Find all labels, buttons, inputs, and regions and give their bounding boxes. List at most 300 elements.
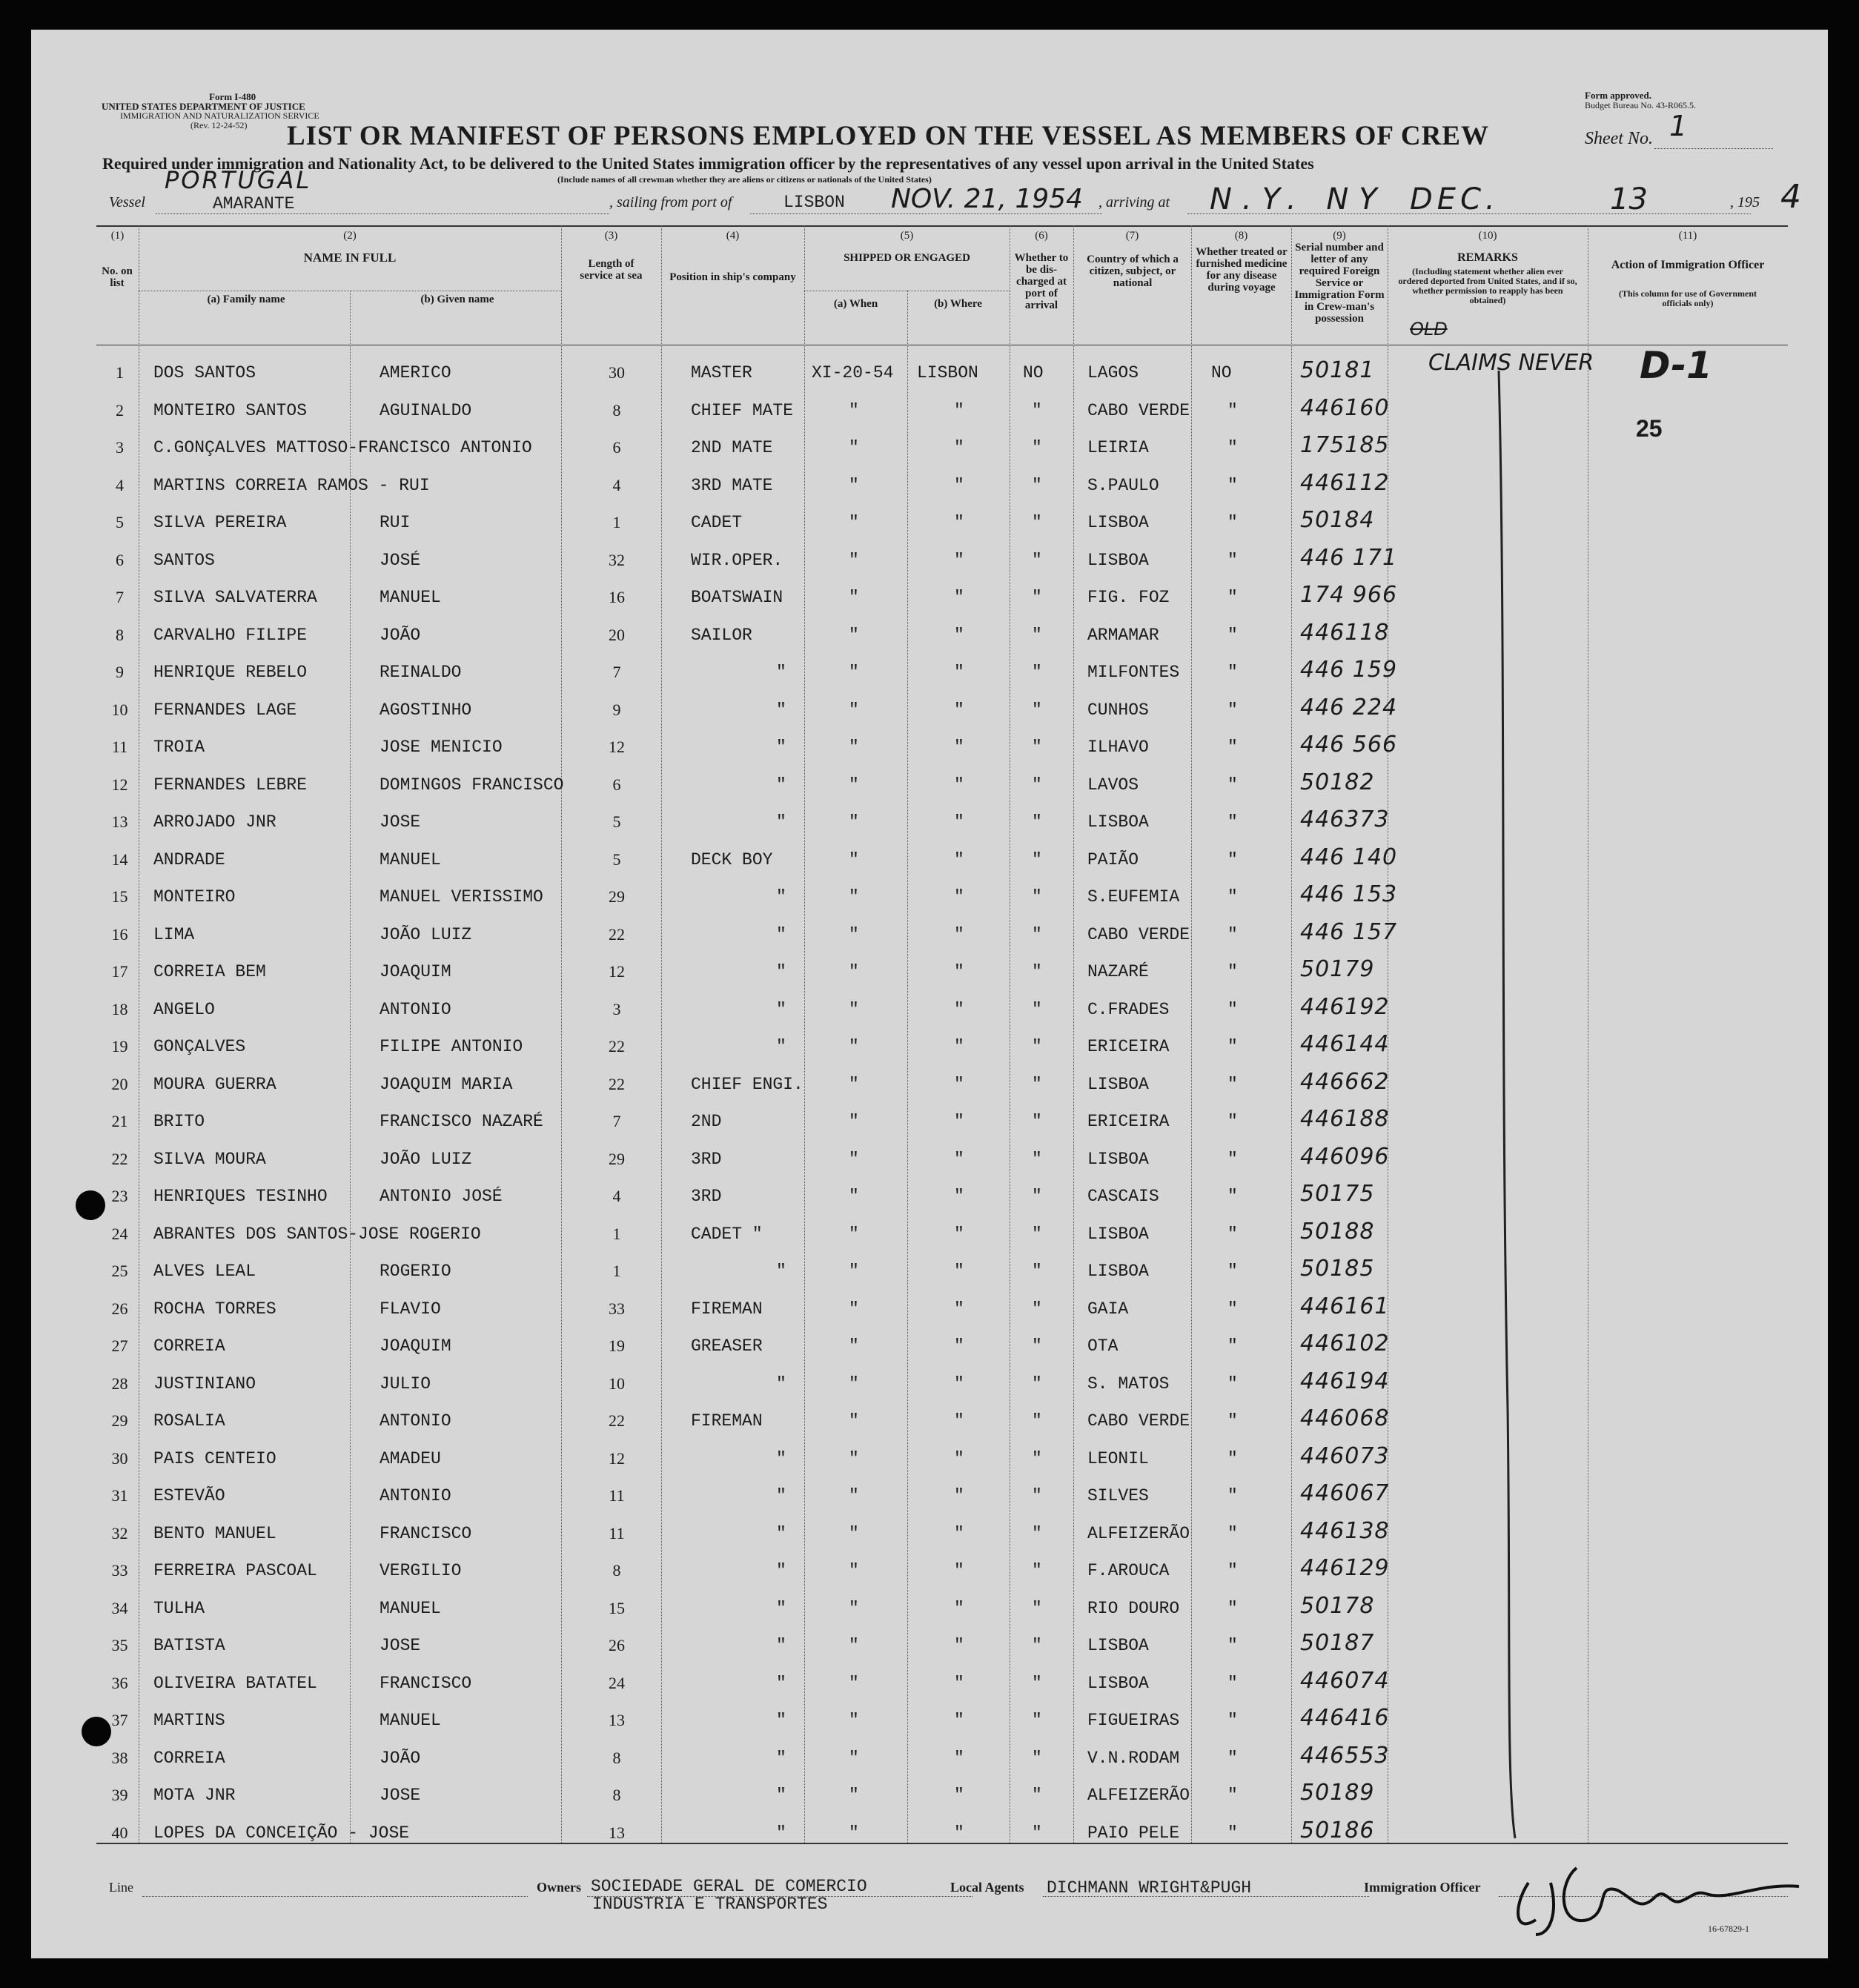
position: 2ND (691, 1112, 722, 1131)
country: NAZARÉ (1087, 962, 1149, 981)
shipped-when: " (849, 962, 859, 981)
footer-owners-underline (587, 1896, 972, 1897)
country: ALFEIZERÃO (1087, 1523, 1190, 1543)
length-of-service: 26 (609, 1636, 625, 1654)
length-of-service: 5 (612, 849, 621, 869)
discharged: " (1032, 887, 1042, 907)
medicine: " (1227, 1673, 1238, 1693)
medicine: " (1227, 475, 1238, 495)
length-of-service: 22 (609, 924, 625, 944)
sheet-label: Sheet No. (1585, 129, 1653, 148)
shipped-when: " (849, 438, 859, 457)
given-name: FLAVIO (380, 1299, 441, 1319)
serial-number: 446192 (1300, 993, 1390, 1020)
country: OTA (1087, 1336, 1119, 1356)
position: " (776, 812, 786, 832)
given-name: MANUEL VERISSIMO (380, 887, 543, 907)
given-name: JULIO (380, 1374, 431, 1394)
medicine: " (1227, 1711, 1238, 1730)
medicine: " (1227, 588, 1238, 607)
serial-number: 50175 (1300, 1181, 1375, 1207)
discharged: " (1032, 849, 1042, 869)
given-name: MANUEL (380, 1711, 441, 1730)
row-number: 3 (116, 438, 124, 457)
binder-hole (76, 1190, 105, 1220)
medicine: " (1227, 663, 1238, 682)
shipped-where: " (954, 1448, 964, 1468)
discharged: " (1032, 1823, 1042, 1843)
country: CABO VERDE (1087, 924, 1190, 944)
shipped-where: " (954, 962, 964, 981)
shipped-when: " (849, 1523, 859, 1543)
discharged: " (1032, 999, 1042, 1019)
family-name: DOS SANTOS (153, 363, 256, 382)
shipped-where: " (954, 738, 964, 757)
action-code: D-1 (1640, 344, 1712, 387)
given-name: DOMINGOS FRANCISCO (380, 775, 564, 795)
discharged: " (1032, 1523, 1042, 1543)
form-approved: Form approved. (1585, 90, 1652, 101)
col-divider (350, 291, 351, 1843)
shipped-when: " (849, 1187, 859, 1206)
vessel-label: Vessel (109, 194, 145, 211)
given-name: JOAQUIM (380, 962, 451, 981)
discharged: " (1032, 438, 1042, 457)
header-remarks: REMARKS (1457, 251, 1518, 264)
position: " (776, 1523, 786, 1543)
given-name: JOSE (380, 1636, 421, 1655)
shipped-where: " (954, 475, 964, 495)
header-name-in-full: NAME IN FULL (303, 251, 397, 265)
country: S. MATOS (1087, 1374, 1170, 1394)
shipped-where: " (954, 1224, 964, 1244)
shipped-when: " (849, 999, 859, 1019)
row-number: 30 (111, 1448, 128, 1468)
medicine: " (1227, 1224, 1238, 1244)
position: " (776, 700, 786, 720)
length-of-service: 24 (609, 1673, 625, 1692)
discharged: " (1032, 1374, 1042, 1394)
discharged: " (1032, 1037, 1042, 1056)
row-number: 10 (111, 700, 128, 719)
family-name: ANGELO (153, 999, 215, 1019)
shipped-where: " (954, 1486, 964, 1505)
country: LISBOA (1087, 1673, 1149, 1693)
shipped-where: " (954, 1374, 964, 1394)
position: DECK BOY (691, 849, 773, 869)
shipped-where: " (954, 1336, 964, 1356)
row-number: 7 (116, 588, 124, 606)
family-name: SILVA PEREIRA (153, 513, 287, 532)
footer-print-code: 16-67829-1 (1708, 1924, 1749, 1934)
discharged: " (1032, 1448, 1042, 1468)
serial-number: 446 140 (1300, 844, 1398, 870)
serial-number: 446161 (1300, 1293, 1390, 1319)
serial-col-mark: OLD (1410, 319, 1448, 339)
shipped-when: " (849, 812, 859, 832)
given-name: MANUEL (380, 849, 441, 869)
discharged: " (1032, 1711, 1042, 1730)
row-number: 11 (111, 738, 128, 756)
discharged: " (1032, 588, 1042, 607)
shipped-when: " (849, 663, 859, 682)
given-name: AMADEU (380, 1448, 441, 1468)
arrival-port: N.Y. NY (1210, 182, 1388, 216)
col-divider (907, 291, 908, 1843)
remarks-row1: CLAIMS NEVER (1428, 350, 1594, 376)
row-number: 12 (111, 775, 128, 794)
family-name: GONÇALVES (153, 1037, 246, 1056)
shipped-when: " (849, 1673, 859, 1693)
arrival-underline (1187, 213, 1751, 214)
shipped-where: " (954, 1561, 964, 1580)
family-name: ROSALIA (153, 1411, 225, 1431)
given-name: ANTONIO JOSÉ (380, 1187, 503, 1206)
position: " (776, 1748, 786, 1768)
shipped-where: " (954, 775, 964, 795)
discharged: " (1032, 550, 1042, 570)
position: " (776, 738, 786, 757)
serial-number: 50179 (1300, 956, 1375, 982)
col-num-9: (9) (1333, 230, 1346, 242)
length-of-service: 1 (612, 513, 621, 531)
binder-hole (82, 1717, 111, 1746)
country: MILFONTES (1087, 663, 1180, 682)
serial-number: 446067 (1300, 1480, 1390, 1506)
length-of-service: 12 (609, 738, 625, 756)
serial-number: 446194 (1300, 1368, 1390, 1394)
medicine: " (1227, 1336, 1238, 1356)
serial-number: 446662 (1300, 1068, 1390, 1095)
country: CASCAIS (1087, 1187, 1159, 1206)
shipped-when: " (849, 1112, 859, 1131)
discharged: " (1032, 1187, 1042, 1206)
given-name: ANTONIO (380, 999, 451, 1019)
country: ALFEIZERÃO (1087, 1786, 1190, 1805)
row-number: 26 (111, 1299, 128, 1318)
discharged: " (1032, 1336, 1042, 1356)
position: " (776, 1786, 786, 1805)
length-of-service: 3 (612, 999, 621, 1018)
country: SILVES (1087, 1486, 1149, 1505)
given-name: JOSE MENICIO (380, 738, 503, 757)
shipped-when: " (849, 700, 859, 720)
position: 3RD (691, 1187, 722, 1206)
shipped-when: " (849, 588, 859, 607)
row-number: 16 (111, 924, 128, 944)
discharged: " (1032, 775, 1042, 795)
row-number: 14 (111, 849, 128, 869)
discharged: " (1032, 663, 1042, 682)
family-name: LIMA (153, 924, 195, 944)
serial-number: 446138 (1300, 1517, 1390, 1544)
row-number: 19 (111, 1037, 128, 1056)
shipped-when: " (849, 475, 859, 495)
length-of-service: 6 (612, 438, 621, 457)
shipped-where: " (954, 1523, 964, 1543)
shipped-where: " (954, 1411, 964, 1431)
header-country: Country of which a citizen, subject, or national (1087, 254, 1179, 289)
shipped-when: " (849, 924, 859, 944)
serial-number: 50189 (1300, 1780, 1375, 1806)
row-number: 27 (111, 1336, 128, 1355)
medicine: " (1227, 812, 1238, 832)
country: CABO VERDE (1087, 1411, 1190, 1431)
length-of-service: 22 (609, 1074, 625, 1093)
row-number: 40 (111, 1823, 128, 1842)
length-of-service: 13 (609, 1711, 625, 1729)
col-divider (561, 225, 562, 1843)
shipped-when: " (849, 400, 859, 420)
family-name: HENRIQUE REBELO (153, 663, 308, 682)
medicine: " (1227, 962, 1238, 981)
budget-bureau: Budget Bureau No. 43-R065.5. (1585, 100, 1696, 110)
serial-number: 50181 (1300, 357, 1375, 383)
discharged: " (1032, 625, 1042, 645)
serial-number: 446373 (1300, 806, 1390, 832)
medicine: " (1227, 513, 1238, 532)
discharged: " (1032, 1486, 1042, 1505)
footer-agents-label: Local Agents (950, 1880, 1024, 1895)
position: " (776, 924, 786, 944)
country: V.N.RODAM (1087, 1748, 1180, 1768)
given-name: JOAQUIM (380, 1336, 451, 1356)
given-name: FRANCISCO (380, 1673, 472, 1693)
shipped-when: XI-20-54 (812, 363, 894, 382)
shipped-when: " (849, 1636, 859, 1655)
position: 3RD MATE (691, 475, 773, 495)
serial-number: 446188 (1300, 1106, 1390, 1132)
medicine: " (1227, 924, 1238, 944)
country: LISBOA (1087, 1149, 1149, 1169)
discharged: " (1032, 738, 1042, 757)
sailing-label: , sailing from port of (609, 194, 732, 211)
given-name: FRANCISCO (380, 1523, 472, 1543)
given-name: JOSE (380, 812, 421, 832)
discharged: " (1032, 1411, 1042, 1431)
col-divider (1191, 225, 1192, 1843)
row-number: 13 (111, 812, 128, 831)
family-name: TROIA (153, 738, 205, 757)
family-name: BENTO MANUEL (153, 1523, 276, 1543)
row-number: 15 (111, 887, 128, 906)
given-name: RUI (380, 513, 411, 532)
length-of-service: 9 (612, 700, 621, 719)
discharged: " (1032, 1074, 1042, 1094)
given-name: REINALDO (380, 663, 462, 682)
family-name: MARTINS CORREIA RAMOS - RUI (153, 475, 430, 495)
medicine: " (1227, 1074, 1238, 1094)
row-number: 32 (111, 1523, 128, 1543)
header-length-service: Length of service at sea (580, 258, 643, 282)
discharged: " (1032, 1224, 1042, 1244)
row-number: 23 (111, 1187, 128, 1205)
row-number: 9 (116, 663, 124, 681)
header-discharged: Whether to be dis-charged at port of arrival (1014, 252, 1069, 311)
discharged: " (1032, 1561, 1042, 1580)
required-line: Required under immigration and Nationality Act, to be delivered to the United States immigration officer by the representatives of any vessel upon arrival in the United States (102, 154, 1314, 173)
header-family-name: (a) Family name (207, 294, 285, 305)
length-of-service: 1 (612, 1224, 621, 1243)
shipped-where: " (954, 887, 964, 907)
family-name: BRITO (153, 1112, 205, 1131)
position: CADET " (691, 1224, 763, 1244)
shipped-when: " (849, 849, 859, 869)
medicine: " (1227, 1786, 1238, 1805)
serial-number: 50188 (1300, 1218, 1375, 1245)
country: LAGOS (1087, 363, 1139, 382)
position: " (776, 1636, 786, 1655)
header-no-on-list: No. on list (102, 265, 133, 289)
shipped-where: " (954, 999, 964, 1019)
position: GREASER (691, 1336, 763, 1356)
medicine: " (1227, 625, 1238, 645)
footer-owners-label: Owners (537, 1880, 581, 1895)
medicine: " (1227, 1149, 1238, 1169)
given-name: JOÃO LUIZ (380, 1149, 472, 1169)
country: LISBOA (1087, 1224, 1149, 1244)
country: S.PAULO (1087, 475, 1159, 495)
serial-number: 446553 (1300, 1742, 1390, 1769)
given-name: JOSÉ (380, 550, 421, 570)
length-of-service: 8 (612, 1561, 621, 1580)
country: PAIÃO (1087, 849, 1139, 869)
shipped-where: " (954, 1598, 964, 1618)
shipped-where: " (954, 1748, 964, 1768)
family-name: BATISTA (153, 1636, 225, 1655)
footer-agents-underline (1043, 1896, 1369, 1897)
length-of-service: 11 (609, 1486, 625, 1505)
position: " (776, 1673, 786, 1693)
serial-number: 50184 (1300, 507, 1375, 533)
length-of-service: 33 (609, 1299, 625, 1318)
position: " (776, 1262, 786, 1281)
family-name: C.GONÇALVES MATTOSO-FRANCISCO ANTONIO (153, 438, 532, 457)
col-num-1: (1) (110, 230, 125, 242)
shipped-where: " (954, 438, 964, 457)
medicine: " (1227, 775, 1238, 795)
shipped-when: " (849, 1411, 859, 1431)
position: " (776, 1561, 786, 1580)
country: LISBOA (1087, 1636, 1149, 1655)
col-num-4: (4) (726, 230, 740, 242)
serial-number: 446416 (1300, 1705, 1390, 1731)
discharged: " (1032, 1112, 1042, 1131)
officer-signature (1506, 1838, 1803, 1942)
serial-number: 446129 (1300, 1555, 1390, 1581)
position: " (776, 1598, 786, 1618)
header-action-note: (This column for use of Government officials only) (1618, 288, 1757, 308)
length-of-service: 7 (612, 663, 621, 681)
arriving-label: , arriving at (1098, 194, 1170, 211)
family-name: OLIVEIRA BATATEL (153, 1673, 317, 1693)
position: WIR.OPER. (691, 550, 783, 570)
length-of-service: 7 (612, 1112, 621, 1130)
col-num-5: (5) (900, 230, 914, 242)
vessel-underline (156, 213, 609, 214)
family-name: HENRIQUES TESINHO (153, 1187, 328, 1206)
footer-owners-2: INDUSTRIA E TRANSPORTES (592, 1895, 828, 1914)
discharged: " (1032, 1149, 1042, 1169)
given-name: FRANCISCO NAZARÉ (380, 1112, 543, 1131)
position: 2ND MATE (691, 438, 773, 457)
serial-number: 174 966 (1300, 582, 1398, 608)
family-name: CARVALHO FILIPE (153, 625, 308, 645)
row-number: 37 (111, 1711, 128, 1729)
shipped-when: " (849, 1037, 859, 1056)
family-name: SILVA SALVATERRA (153, 588, 317, 607)
position: " (776, 775, 786, 795)
discharged: " (1032, 1636, 1042, 1655)
serial-number: 446 159 (1300, 657, 1398, 683)
position: SAILOR (691, 625, 752, 645)
year-digit: 4 (1780, 178, 1801, 216)
given-name: FILIPE ANTONIO (380, 1037, 523, 1056)
discharged: " (1032, 700, 1042, 720)
position: " (776, 962, 786, 981)
row-number: 1 (116, 363, 124, 382)
shipped-when: " (849, 550, 859, 570)
row-number: 33 (111, 1561, 128, 1580)
serial-number: 50187 (1300, 1630, 1375, 1656)
medicine: " (1227, 887, 1238, 907)
sheet-number-line (1654, 148, 1773, 149)
row-number: 28 (111, 1374, 128, 1393)
given-name: AMERICO (380, 363, 451, 382)
position: " (776, 1374, 786, 1394)
serial-number: 446 153 (1300, 881, 1398, 907)
serial-number: 446068 (1300, 1405, 1390, 1431)
footer-line-underline (142, 1896, 528, 1897)
length-of-service: 19 (609, 1336, 625, 1355)
serial-number: 50185 (1300, 1256, 1375, 1282)
col-num-2: (2) (343, 230, 357, 242)
length-of-service: 8 (612, 400, 621, 420)
medicine: " (1227, 1187, 1238, 1206)
shipped-when: " (849, 1336, 859, 1356)
length-of-service: 29 (609, 887, 625, 906)
country: LISBOA (1087, 1074, 1149, 1094)
row-number: 31 (111, 1486, 128, 1505)
arrival-month: DEC. (1410, 182, 1500, 216)
medicine: " (1227, 1636, 1238, 1655)
form-number: Form I-480 (209, 91, 256, 102)
shipped-where: " (954, 588, 964, 607)
medicine: " (1227, 999, 1238, 1019)
length-of-service: 15 (609, 1598, 625, 1617)
country: ILHAVO (1087, 738, 1149, 757)
family-name: MONTEIRO (153, 887, 236, 907)
family-name: ALVES LEAL (153, 1262, 256, 1281)
position: 3RD (691, 1149, 722, 1169)
serial-number: 446074 (1300, 1667, 1390, 1694)
shipped-where: " (954, 1074, 964, 1094)
length-of-service: 16 (609, 588, 625, 606)
length-of-service: 13 (609, 1823, 625, 1842)
col-num-3: (3) (604, 230, 618, 242)
port-of-sailing: LISBON (783, 193, 845, 212)
serial-number: 50178 (1300, 1592, 1375, 1619)
position: " (776, 1448, 786, 1468)
vessel-name: AMARANTE (213, 194, 295, 213)
length-of-service: 12 (609, 1448, 625, 1468)
header-medicine: Whether treated or furnished medicine for any disease during voyage (1196, 246, 1288, 294)
shipped-when: " (849, 1561, 859, 1580)
discharged: " (1032, 812, 1042, 832)
position: BOATSWAIN (691, 588, 783, 607)
family-name: ANDRADE (153, 849, 225, 869)
row-number: 34 (111, 1598, 128, 1617)
